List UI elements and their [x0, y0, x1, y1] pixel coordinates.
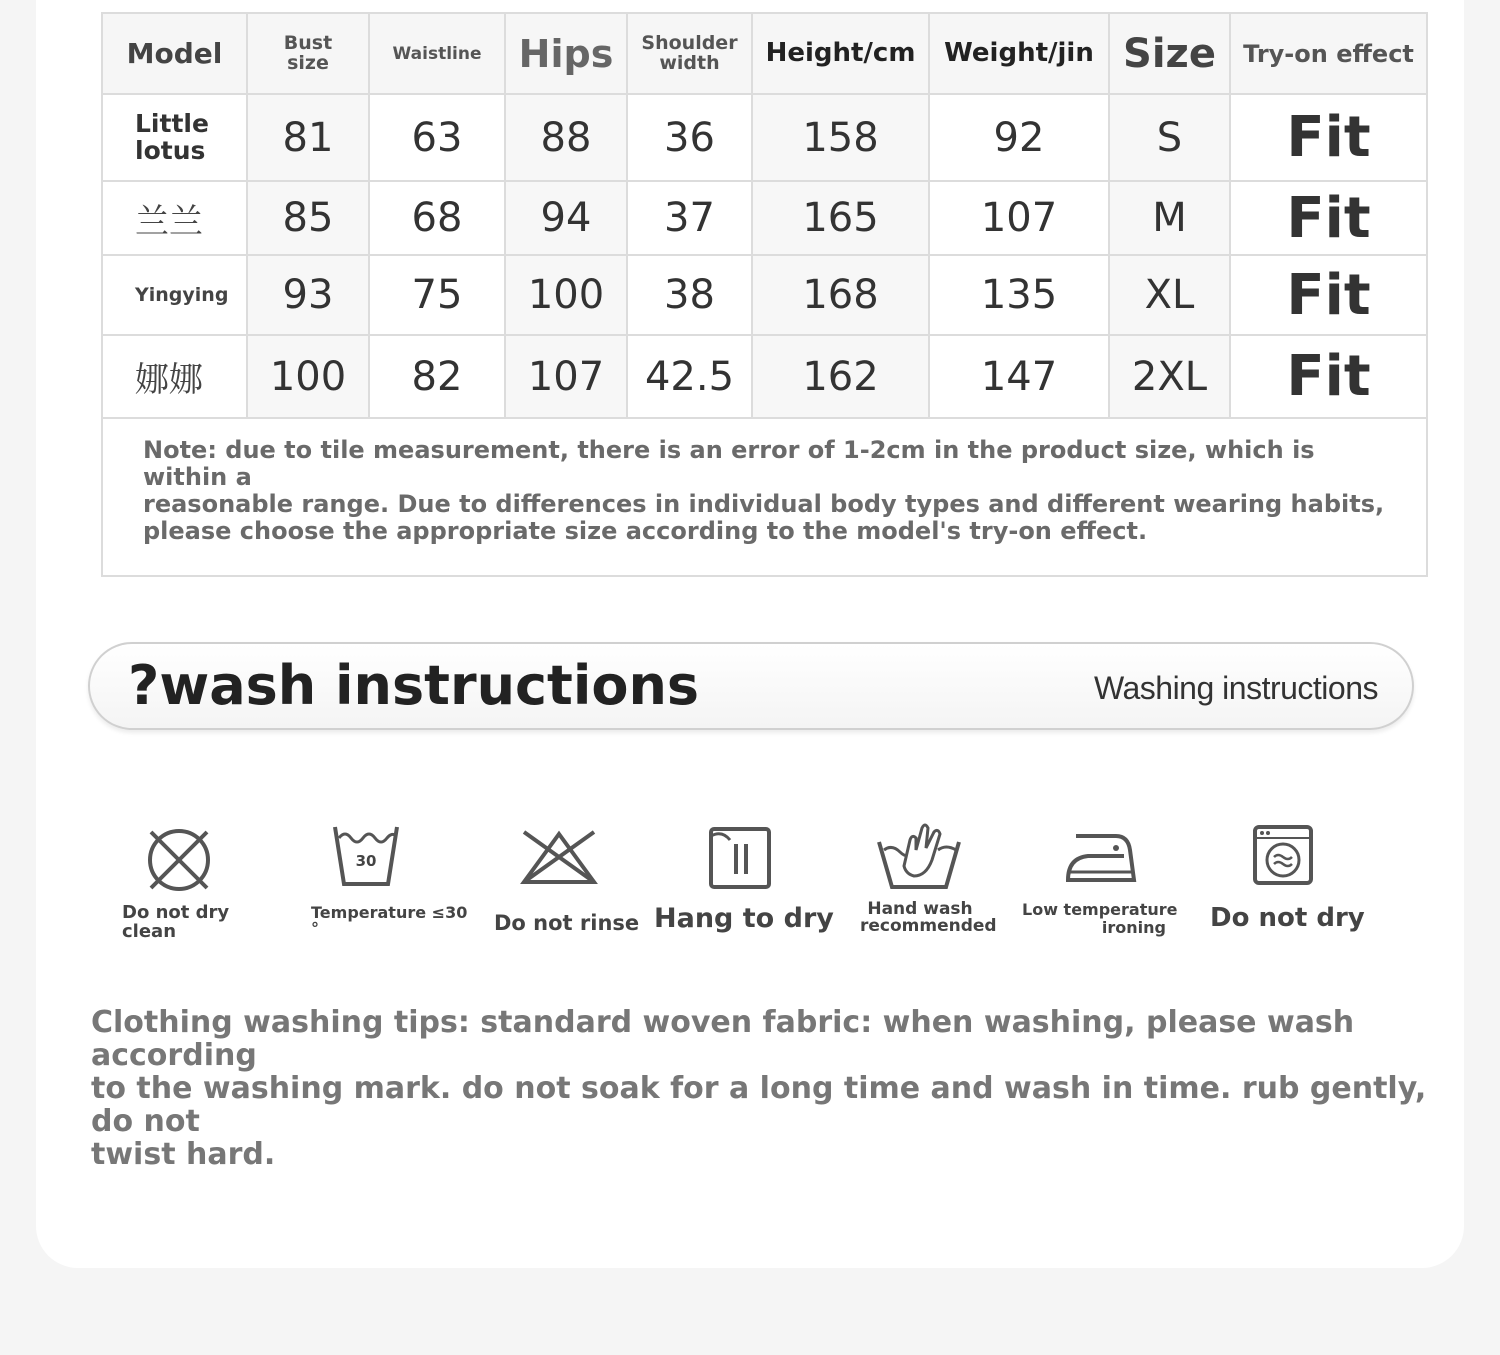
size-value: S: [1109, 94, 1230, 181]
bust-value: 100: [247, 335, 369, 418]
size-value: 2XL: [1109, 335, 1230, 418]
header-model: Model: [102, 13, 247, 94]
size-note: Note: due to tile measurement, there is an error of 1-2cm in the product size, which is within a reasonable range. Due to differences in individual body types and different wearing habits, please choose the appropriate size according to the model's try-on effect.: [102, 418, 1427, 576]
header-bust: Bust size: [247, 13, 369, 94]
table-row: [102, 181, 1427, 255]
waist-value: 63: [369, 94, 505, 181]
waist-value: 68: [369, 181, 505, 255]
fit-value: Fit: [1230, 335, 1427, 418]
hips-value: 94: [505, 181, 627, 255]
hips-value: 88: [505, 94, 627, 181]
header-waistline: Waistline: [369, 13, 505, 94]
model-name: 兰兰: [102, 181, 247, 255]
washing-tips: Clothing washing tips: standard woven fabric: when washing, please wash according to the washing mark. do not soak for a long time and wash in time. rub gently, do not twist hard.: [91, 1005, 1427, 1172]
height-value: 158: [752, 94, 929, 181]
hand-wash-icon: [876, 820, 962, 890]
shoulder-value: 37: [627, 181, 752, 255]
shoulder-value: 42.5: [627, 335, 752, 418]
table-row: [102, 335, 1427, 418]
fit-value: Fit: [1230, 181, 1427, 255]
banner-subtitle: Washing instructions: [1093, 670, 1378, 706]
weight-value: 135: [929, 255, 1109, 335]
height-value: 168: [752, 255, 929, 335]
size-chart-table: [101, 12, 1428, 577]
height-value: 165: [752, 181, 929, 255]
iron-low-icon: [1064, 826, 1138, 886]
weight-value: 92: [929, 94, 1109, 181]
size-value: M: [1109, 181, 1230, 255]
bust-value: 81: [247, 94, 369, 181]
header-size: Size: [1109, 13, 1230, 94]
shoulder-value: 38: [627, 255, 752, 335]
no-dry-clean-icon: [145, 826, 213, 894]
header-hips: Hips: [505, 13, 627, 94]
table-row: [102, 94, 1427, 181]
hips-value: 100: [505, 255, 627, 335]
weight-value: 147: [929, 335, 1109, 418]
bust-value: 93: [247, 255, 369, 335]
wash-instructions-banner: [88, 642, 1414, 730]
banner-title: ?wash instructions: [128, 654, 700, 717]
hips-value: 107: [505, 335, 627, 418]
height-value: 162: [752, 335, 929, 418]
model-name: Little lotus: [102, 94, 247, 181]
bust-value: 85: [247, 181, 369, 255]
fit-value: Fit: [1230, 255, 1427, 335]
hang-dry-icon: [708, 826, 772, 890]
shoulder-value: 36: [627, 94, 752, 181]
model-name: 娜娜: [102, 335, 247, 418]
fit-value: Fit: [1230, 94, 1427, 181]
weight-value: 107: [929, 181, 1109, 255]
header-tryon: Try-on effect: [1230, 13, 1427, 94]
waist-value: 75: [369, 255, 505, 335]
model-name: Yingying: [102, 255, 247, 335]
header-shoulder: Shoulder width: [627, 13, 752, 94]
waist-value: 82: [369, 335, 505, 418]
size-value: XL: [1109, 255, 1230, 335]
note-row: [102, 418, 1427, 576]
header-weight: Weight/jin: [929, 13, 1109, 94]
header-height: Height/cm: [752, 13, 929, 94]
wash-30-icon: [332, 824, 400, 888]
do-not-bleach-icon: [520, 828, 598, 886]
table-header-row: [102, 13, 1427, 94]
do-not-tumble-dry-icon: [1252, 824, 1314, 886]
table-row: [102, 255, 1427, 335]
svg-text:30: 30: [355, 852, 377, 870]
